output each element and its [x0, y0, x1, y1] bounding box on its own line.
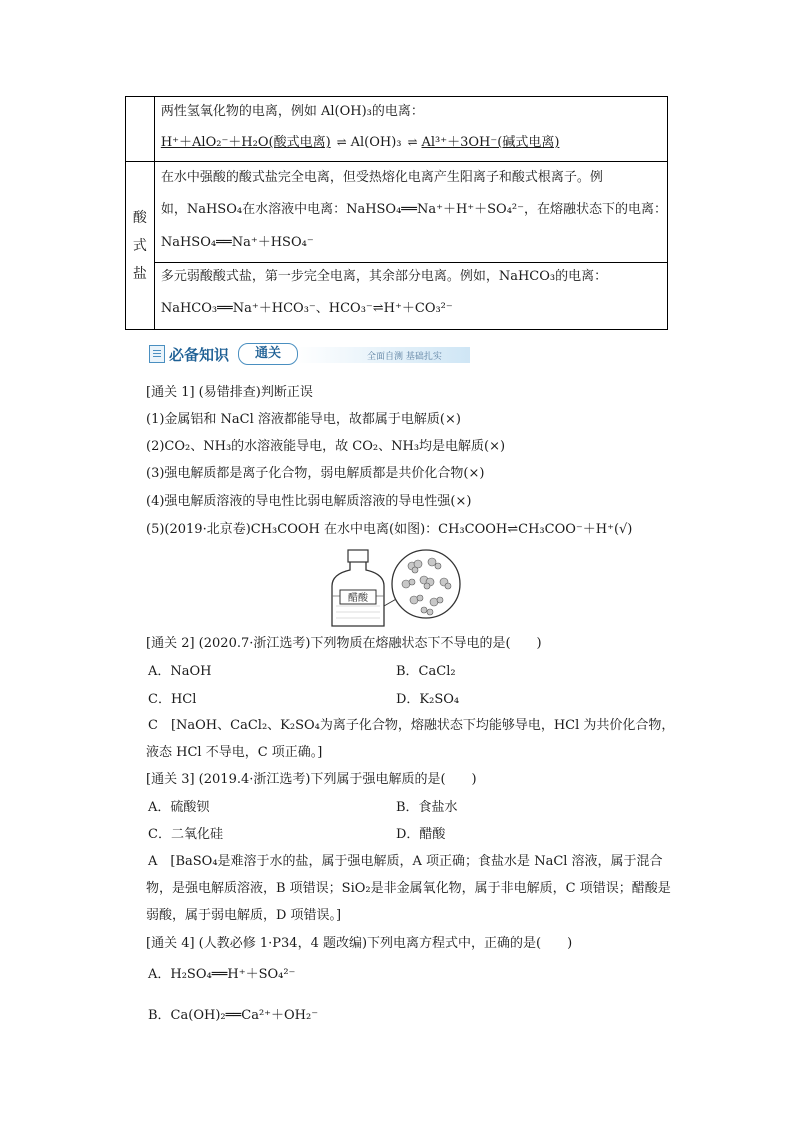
banner-title: 必备知识 — [169, 346, 230, 364]
q3-option-b: B．食盐水 — [396, 800, 458, 815]
q2-answer-1: C [NaOH、CaCl₂、K₂SO₄为离子化合物，熔融状态下均能够导电，HCl 为共价化合物， — [148, 718, 675, 733]
head-label-1: 酸式 — [132, 209, 147, 254]
q2-option-a: A．NaOH — [148, 664, 212, 679]
book-icon — [149, 345, 165, 363]
row3-line1: 多元弱酸酸式盐，第一步完全电离，其余部分电离。例如，NaHCO₃的电离： — [160, 269, 608, 284]
table-head-acid-salt — [126, 162, 155, 330]
equilibrium-arrow-icon: ⇌ — [405, 135, 418, 149]
row1-base-ionization: Al³⁺＋3OH⁻(碱式电离) — [421, 135, 560, 150]
row3-line2: NaHCO₃══Na⁺＋HCO₃⁻、HCO₃⁻⇌H⁺＋CO₃²⁻ — [160, 301, 453, 316]
table-row-amphoteric — [154, 97, 667, 162]
row1-line1: 两性氢氧化物的电离，例如 Al(OH)₃的电离： — [160, 104, 424, 119]
row1-aloh3: Al(OH)₃ — [350, 135, 402, 150]
table-row-strong-acid-salt — [154, 162, 667, 263]
q1-item-1: (1)金属铝和 NaCl 溶液都能导电，故都属于电解质(×) — [146, 412, 461, 427]
head-label-2: 盐 — [132, 265, 147, 282]
row1-line2 — [155, 127, 667, 158]
banner-subtitle: 全面自测 基础扎实 — [367, 352, 442, 362]
q3-option-d: D．醋酸 — [396, 827, 446, 842]
q3-option-c: C．二氧化硅 — [148, 827, 223, 842]
q1-title: [通关 1] (易错排查)判断正误 — [146, 385, 313, 400]
row2-line1: 在水中强酸的酸式盐完全电离，但受热熔化电离产生阳离子和酸式根离子。例 — [160, 170, 603, 185]
q4-option-a: A．H₂SO₄══H⁺＋SO₄²⁻ — [148, 967, 296, 982]
section-banner — [145, 341, 470, 367]
equilibrium-arrow-icon: ⇌ — [334, 135, 347, 149]
q3-answer-3: 弱酸，属于弱电解质，D 项错误。] — [146, 908, 342, 923]
q2-option-c: C．HCl — [148, 692, 197, 707]
electrolysis-table — [125, 96, 668, 330]
acetic-acid-figure — [326, 546, 466, 632]
q2-answer-2: 液态 HCl 不导电，C 项正确。] — [146, 745, 323, 760]
q1-item-3: (3)强电解质都是离子化合物，弱电解质都是共价化合物(×) — [146, 466, 485, 481]
q3-title: [通关 3] (2019.4·浙江选考)下列属于强电解质的是( ) — [146, 772, 477, 787]
q1-item-2: (2)CO₂、NH₃的水溶液能导电，故 CO₂、NH₃均是电解质(×) — [146, 439, 506, 454]
table-head-empty — [126, 97, 155, 162]
q3-answer-1: A [BaSO₄是难溶于水的盐，属于强电解质，A 项正确；食盐水是 NaCl 溶液，属于混合 — [148, 854, 663, 869]
q2-option-d: D．K₂SO₄ — [396, 692, 460, 707]
q4-title: [通关 4] (人教必修 1·P34，4 题改编)下列电离方程式中，正确的是( ) — [146, 936, 573, 951]
q3-answer-2: 物，是强电解质溶液，B 项错误；SiO₂是非金属氧化物，属于非电解质，C 项错误；醋酸是 — [146, 881, 671, 896]
q2-option-b: B．CaCl₂ — [396, 664, 456, 679]
q1-item-4: (4)强电解质溶液的导电性比弱电解质溶液的导电性强(×) — [146, 494, 472, 509]
q2-title: [通关 2] (2020.7·浙江选考)下列物质在熔融状态下不导电的是( ) — [146, 636, 542, 651]
banner-badge: 通关 — [238, 343, 298, 365]
table-row-weak-acid-salt — [154, 263, 667, 330]
q1-item-5: (5)(2019·北京卷)CH₃COOH 在水中电离(如图)：CH₃COOH⇌CH₃COO⁻＋H⁺(√) — [146, 522, 633, 537]
bottle-label: 醋酸 — [348, 593, 368, 604]
row1-acid-ionization: H⁺＋AlO₂⁻＋H₂O(酸式电离) — [160, 135, 331, 150]
row2-line3: NaHSO₄══Na⁺＋HSO₄⁻ — [160, 235, 314, 250]
q3-option-a: A．硫酸钡 — [148, 800, 210, 815]
q4-option-b: B．Ca(OH)₂══Ca²⁺＋OH₂⁻ — [148, 1008, 319, 1023]
row2-line2: 如，NaHSO₄在水溶液中电离：NaHSO₄══Na⁺＋H⁺＋SO₄²⁻，在熔融状态下的电离： — [160, 202, 667, 217]
